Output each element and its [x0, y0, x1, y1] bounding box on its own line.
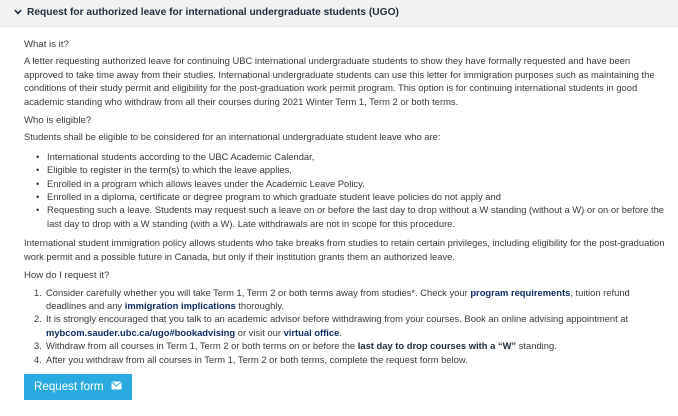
- eligibility-list: [36, 150, 668, 230]
- steps-list: [34, 286, 668, 366]
- step-number: 1.: [34, 286, 42, 298]
- accordion-title[interactable]: Request for authorized leave for international undergraduate students (UGO): [27, 7, 399, 19]
- envelope-icon: [111, 380, 122, 393]
- list-item: • Eligible to register in the term(s) to which the leave applies,: [36, 163, 668, 176]
- step-item-2: [34, 312, 668, 339]
- step-text: After you withdraw from all courses in Term 1, Term 2 or both terms, complete the request form below.: [46, 353, 468, 365]
- request-form-button[interactable]: [24, 374, 132, 400]
- request-form-label: Request form: [34, 380, 104, 394]
- step-text: Consider carefully whether you will take Term 1, Term 2 or both terms away from studies*. Check your: [46, 286, 471, 298]
- what-paragraph: A letter requesting authorized leave for continuing UBC international undergraduate students to show they have formally requested and have been approved to take time away from their studies. International undergraduate students can use this letter for immigration purposes such as maintaining the conditions of their study permit and eligibility for the post-graduation work permit program. This option is for continuing international students in good academic standing who withdraw from all their courses during 2021 Winter Term 1, Term 2 or both terms.: [24, 55, 655, 107]
- list-item: • International students according to the UBC Academic Calendar,: [36, 150, 668, 163]
- step-number: 3.: [34, 340, 42, 352]
- who-intro: Students shall be eligible to be considered for an international undergraduate student leave who are:: [24, 131, 441, 143]
- what-heading: What is it?: [24, 39, 69, 50]
- accordion-body: [24, 38, 668, 400]
- list-item: • Enrolled in a program which allows leaves under the Academic Leave Policy.: [36, 177, 668, 190]
- who-heading: Who is eligible?: [24, 115, 92, 127]
- step-text: Withdraw from all courses in Term 1, Term 2 or both terms on or before the: [46, 340, 358, 352]
- step-text: thoroughly.: [235, 299, 284, 311]
- virtual-office-link[interactable]: virtual office: [283, 326, 340, 338]
- last-day-drop-text: last day to drop courses with a “W”: [357, 340, 517, 352]
- list-item: • Requesting such a leave. Students may request such a leave on or before the last day to drop without a W standing (without a W) or on or before the last day to drop with a W standing (with a W). Late withdrawals are not in scope for this procedure.: [36, 203, 668, 230]
- program-requirements-link[interactable]: program requirements: [470, 286, 571, 298]
- book-advising-link[interactable]: mybcom.sauder.ubc.ca/ugo#bookadvising: [46, 326, 236, 338]
- policy-paragraph: International student immigration policy allows students who take breaks from studies to retain certain privileges, including eligibility for the post-graduation work permit and a possible future in Canada, but only if their institution grants them an authorized leave.: [24, 237, 665, 262]
- how-heading: How do I request it?: [24, 270, 110, 282]
- step-text: , tuition refund deadlines and any: [46, 286, 630, 311]
- list-item: • Enrolled in a diploma, certificate or degree program to which graduate student leave policies do not apply and: [36, 190, 668, 203]
- step-item-3: [34, 339, 668, 352]
- step-text: It is strongly encouraged that you talk to an academic advisor before withdrawing from your courses. Book an online advising appointment at: [46, 313, 629, 325]
- step-number: 4.: [34, 353, 42, 365]
- step-text: standing.: [516, 340, 557, 352]
- step-item-1: [34, 286, 668, 313]
- immigration-implications-link[interactable]: immigration implications: [124, 299, 236, 311]
- step-text: or visit our: [235, 326, 284, 338]
- chevron-down-icon[interactable]: [14, 6, 24, 19]
- step-number: 2.: [34, 313, 42, 325]
- accordion-header[interactable]: [0, 0, 678, 27]
- step-item-4: [34, 353, 668, 366]
- step-text: .: [339, 326, 342, 338]
